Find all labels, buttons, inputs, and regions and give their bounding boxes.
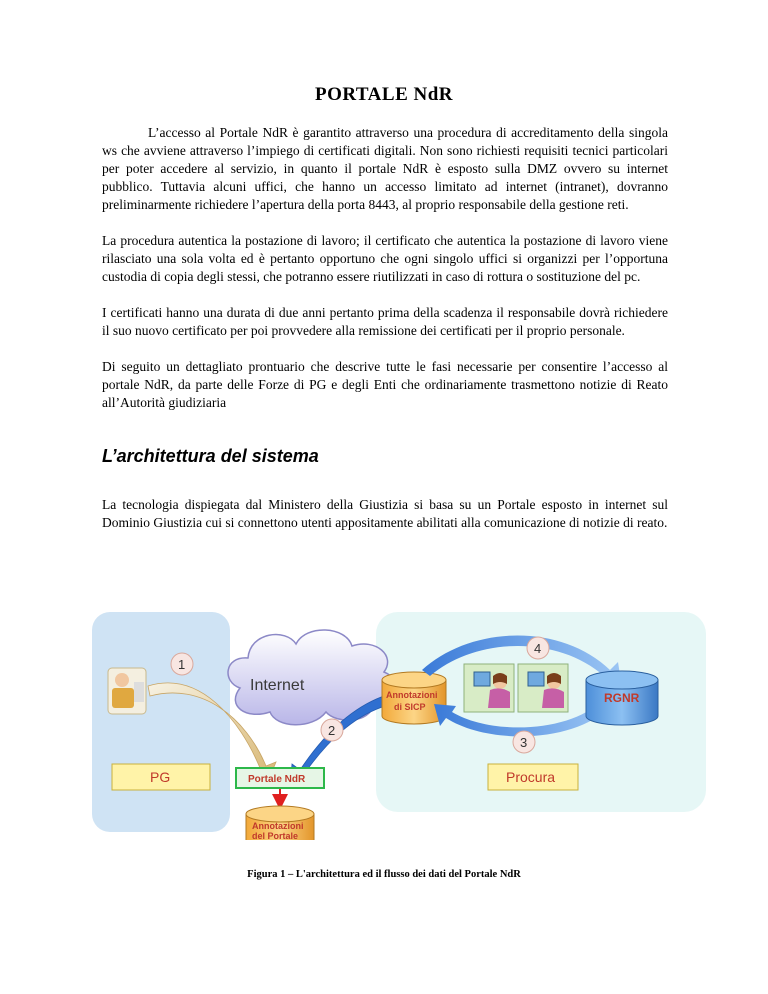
step-2-label: 2 [328,723,336,738]
architecture-diagram [90,610,710,840]
annotazioni-sicp-label-2: di SICP [394,702,426,712]
architecture-paragraph: La tecnologia dispiegata dal Ministero della Giustizia si basa su un Portale esposto in internet sul Dominio Giustizia cui si connettono utenti appositamente abilitati alla comunicazione di notizie di reato. [102,497,668,530]
step-3-label: 3 [520,735,528,750]
step-4-label: 4 [534,641,542,656]
rgnr-label: RGNR [604,691,640,705]
annotazioni-sicp-label-1: Annotazioni [386,690,438,700]
procura-label: Procura [506,769,556,785]
intro-paragraph-4: Di seguito un dettagliato prontuario che descrive tutte le fasi necessarie per consentire l’accesso al portale NdR, da parte delle Forze di PG e degli Enti che ordinariamente trasmettono notizie di Reato all’Autorità giudiziaria [102,359,668,410]
figure-caption: Figura 1 – L'architettura ed il flusso dei dati del Portale NdR [247,869,521,880]
pg-label: PG [150,769,171,785]
intro-paragraph-2: La procedura autentica la postazione di lavoro; il certificato che autentica la postazione di lavoro viene rilasciato una sola volta ed è pertanto opportuno che ogni singolo uffici si organizzi per l’opportuna custodia di copia degli stessi, che potranno essere riutilizzati in caso di rottura o sostituzione del pc. [102,233,668,284]
annotazioni-portale-label-1: Annotazioni [252,821,304,831]
internet-label: Internet [250,677,305,694]
page-title: PORTALE NdR [314,84,454,105]
intro-paragraph-3: I certificati hanno una durata di due anni pertanto prima della scadenza il responsabile dovrà richiedere il suo nuovo certificato per poi provvedere alla remissione dei certificati per il proprio personale. [102,305,668,338]
operator-2-icon [518,664,568,712]
annotazioni-portale-label-2: del Portale [252,831,299,840]
portale-ndr-label: Portale NdR [248,774,306,785]
section-heading: L’architettura del sistema [102,446,319,466]
intro-paragraph-1: L’accesso al Portale NdR è garantito attraverso una procedura di accreditamento della singola ws che avviene attraverso l’impiego di certificati digitali. Non sono richiesti requisiti tecnici particolari per poter accedere al servizio, in quanto il portale NdR è esposto sulla DMZ ovvero su internet pubblico. Tuttavia alcuni uffici, che hanno un accesso limitato ad internet (intranet), dovranno preliminarmente richiedere l’apertura della porta 8443, al proprio responsabile della gestione reti. [102,125,668,212]
pg-container [92,612,230,832]
pg-user-icon [108,668,146,714]
step-1-label: 1 [178,657,186,672]
operator-1-icon [464,664,514,712]
